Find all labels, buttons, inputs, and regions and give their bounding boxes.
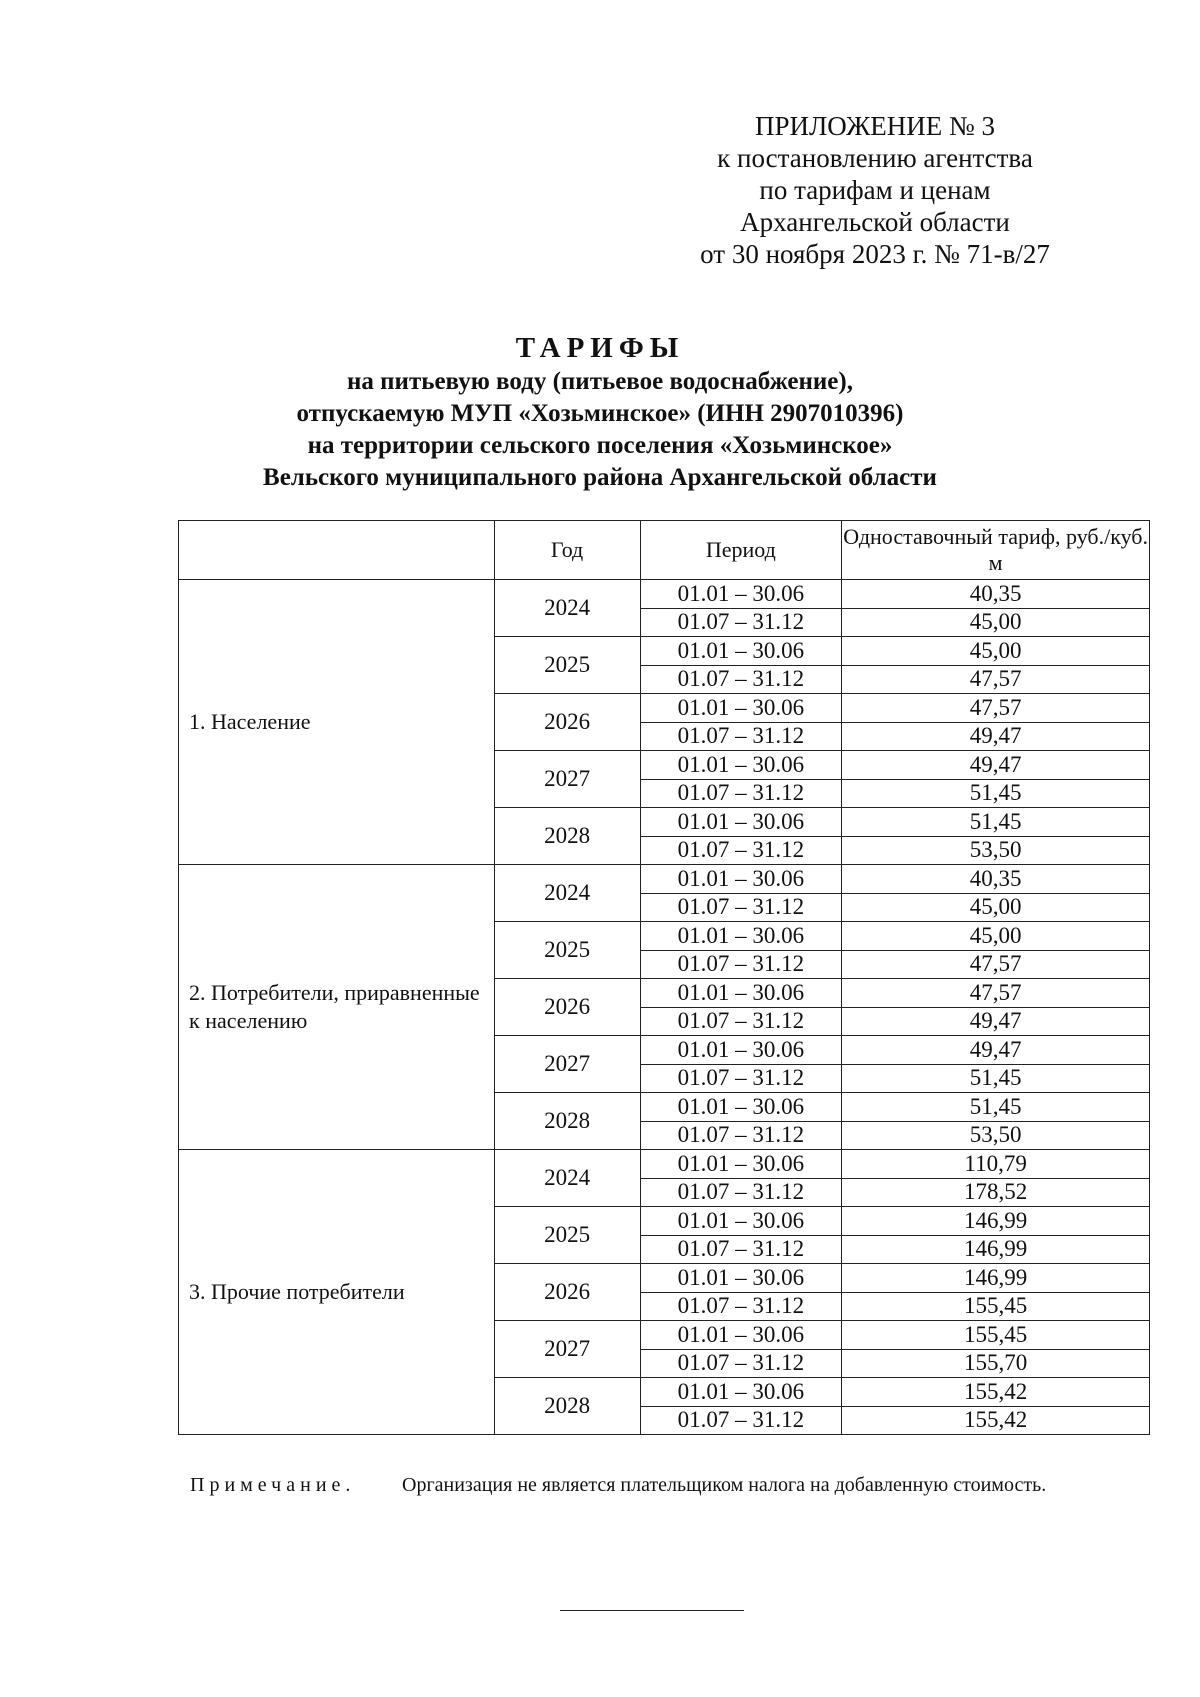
tariff-value-cell: 49,47 xyxy=(842,722,1150,751)
note-label: Примечание. xyxy=(190,1474,356,1496)
tariff-value-cell: 51,45 xyxy=(842,808,1150,837)
table-row xyxy=(179,865,1150,894)
period-cell: 01.07 – 31.12 xyxy=(640,893,842,922)
tariff-value-cell: 51,45 xyxy=(842,1064,1150,1093)
tariff-value-cell: 45,00 xyxy=(842,893,1150,922)
header-year: Год xyxy=(494,521,640,580)
title-line-4: Вельского муниципального района Архангельской области xyxy=(263,464,937,491)
year-cell: 2024 xyxy=(494,580,640,637)
table-row xyxy=(179,580,1150,609)
tariff-value-cell: 49,47 xyxy=(842,751,1150,780)
annex-region: Архангельской области xyxy=(740,207,1010,237)
period-cell: 01.07 – 31.12 xyxy=(640,1235,842,1264)
tariff-value-cell: 155,42 xyxy=(842,1378,1150,1407)
year-cell: 2025 xyxy=(494,922,640,979)
period-cell: 01.01 – 30.06 xyxy=(640,922,842,951)
period-cell: 01.01 – 30.06 xyxy=(640,1150,842,1179)
tariff-table-body xyxy=(179,580,1150,1435)
year-cell: 2028 xyxy=(494,1378,640,1435)
period-cell: 01.01 – 30.06 xyxy=(640,808,842,837)
year-cell: 2024 xyxy=(494,1150,640,1207)
year-cell: 2027 xyxy=(494,1036,640,1093)
header-period: Период xyxy=(640,521,842,580)
period-cell: 01.01 – 30.06 xyxy=(640,694,842,723)
period-cell: 01.01 – 30.06 xyxy=(640,1207,842,1236)
category-cell: 2. Потребители, приравненные к населению xyxy=(179,865,495,1150)
category-cell: 1. Население xyxy=(179,580,495,865)
period-cell: 01.01 – 30.06 xyxy=(640,1264,842,1293)
tariff-value-cell: 45,00 xyxy=(842,922,1150,951)
table-row xyxy=(179,1150,1150,1179)
period-cell: 01.01 – 30.06 xyxy=(640,1378,842,1407)
footer-divider xyxy=(560,1610,744,1611)
period-cell: 01.07 – 31.12 xyxy=(640,1292,842,1321)
period-cell: 01.01 – 30.06 xyxy=(640,865,842,894)
header-category xyxy=(179,521,495,580)
period-cell: 01.07 – 31.12 xyxy=(640,1121,842,1150)
period-cell: 01.01 – 30.06 xyxy=(640,1093,842,1122)
period-cell: 01.07 – 31.12 xyxy=(640,1178,842,1207)
year-cell: 2028 xyxy=(494,808,640,865)
title-main: ТАРИФЫ xyxy=(515,332,685,364)
period-cell: 01.01 – 30.06 xyxy=(640,1321,842,1350)
year-cell: 2026 xyxy=(494,694,640,751)
period-cell: 01.01 – 30.06 xyxy=(640,979,842,1008)
period-cell: 01.07 – 31.12 xyxy=(640,1007,842,1036)
title-line-1: на питьевую воду (питьевое водоснабжение), xyxy=(347,368,853,395)
tariff-value-cell: 49,47 xyxy=(842,1007,1150,1036)
tariff-value-cell: 146,99 xyxy=(842,1207,1150,1236)
period-cell: 01.07 – 31.12 xyxy=(640,1349,842,1378)
period-cell: 01.07 – 31.12 xyxy=(640,950,842,979)
year-cell: 2027 xyxy=(494,751,640,808)
annex-date: от 30 ноября 2023 г. № 71-в/27 xyxy=(700,239,1050,269)
tariff-value-cell: 51,45 xyxy=(842,1093,1150,1122)
period-cell: 01.07 – 31.12 xyxy=(640,1064,842,1093)
period-cell: 01.01 – 30.06 xyxy=(640,751,842,780)
title-line-3: на территории сельского поселения «Хозьминское» xyxy=(307,432,893,459)
tariff-value-cell: 155,45 xyxy=(842,1321,1150,1350)
period-cell: 01.01 – 30.06 xyxy=(640,637,842,666)
year-cell: 2024 xyxy=(494,865,640,922)
note-text: Организация не является плательщиком налога на добавленную стоимость. xyxy=(402,1474,1047,1496)
year-cell: 2025 xyxy=(494,1207,640,1264)
period-cell: 01.07 – 31.12 xyxy=(640,608,842,637)
year-cell: 2026 xyxy=(494,979,640,1036)
tariff-value-cell: 53,50 xyxy=(842,836,1150,865)
tariff-value-cell: 155,70 xyxy=(842,1349,1150,1378)
tariff-value-cell: 47,57 xyxy=(842,694,1150,723)
document-title xyxy=(160,330,1040,494)
period-cell: 01.01 – 30.06 xyxy=(640,580,842,609)
year-cell: 2026 xyxy=(494,1264,640,1321)
period-cell: 01.07 – 31.12 xyxy=(640,722,842,751)
tariff-value-cell: 45,00 xyxy=(842,608,1150,637)
table-header-row xyxy=(179,521,1150,580)
tariff-value-cell: 51,45 xyxy=(842,779,1150,808)
tariff-value-cell: 178,52 xyxy=(842,1178,1150,1207)
tariff-value-cell: 155,42 xyxy=(842,1406,1150,1435)
year-cell: 2028 xyxy=(494,1093,640,1150)
tariff-table xyxy=(178,520,1150,1435)
annex-agency: по тарифам и ценам xyxy=(759,175,991,205)
annex-reference: к постановлению агентства xyxy=(717,143,1033,173)
category-cell: 3. Прочие потребители xyxy=(179,1150,495,1435)
period-cell: 01.07 – 31.12 xyxy=(640,779,842,808)
period-cell: 01.07 – 31.12 xyxy=(640,836,842,865)
tariff-value-cell: 110,79 xyxy=(842,1150,1150,1179)
period-cell: 01.07 – 31.12 xyxy=(640,665,842,694)
period-cell: 01.07 – 31.12 xyxy=(640,1406,842,1435)
tariff-value-cell: 146,99 xyxy=(842,1235,1150,1264)
tariff-value-cell: 47,57 xyxy=(842,950,1150,979)
year-cell: 2025 xyxy=(494,637,640,694)
tariff-value-cell: 53,50 xyxy=(842,1121,1150,1150)
tariff-value-cell: 155,45 xyxy=(842,1292,1150,1321)
tariff-value-cell: 47,57 xyxy=(842,665,1150,694)
tariff-value-cell: 45,00 xyxy=(842,637,1150,666)
tariff-value-cell: 47,57 xyxy=(842,979,1150,1008)
tariff-value-cell: 40,35 xyxy=(842,865,1150,894)
annex-number: ПРИЛОЖЕНИЕ № 3 xyxy=(754,111,996,141)
tariff-value-cell: 49,47 xyxy=(842,1036,1150,1065)
tariff-value-cell: 146,99 xyxy=(842,1264,1150,1293)
title-line-2: отпускаемую МУП «Хозьминское» (ИНН 2907010396) xyxy=(296,400,904,427)
period-cell: 01.01 – 30.06 xyxy=(640,1036,842,1065)
header-tariff: Одноставочный тариф, руб./куб. м xyxy=(842,521,1150,580)
tariff-value-cell: 40,35 xyxy=(842,580,1150,609)
annex-header xyxy=(680,110,1070,270)
year-cell: 2027 xyxy=(494,1321,640,1378)
